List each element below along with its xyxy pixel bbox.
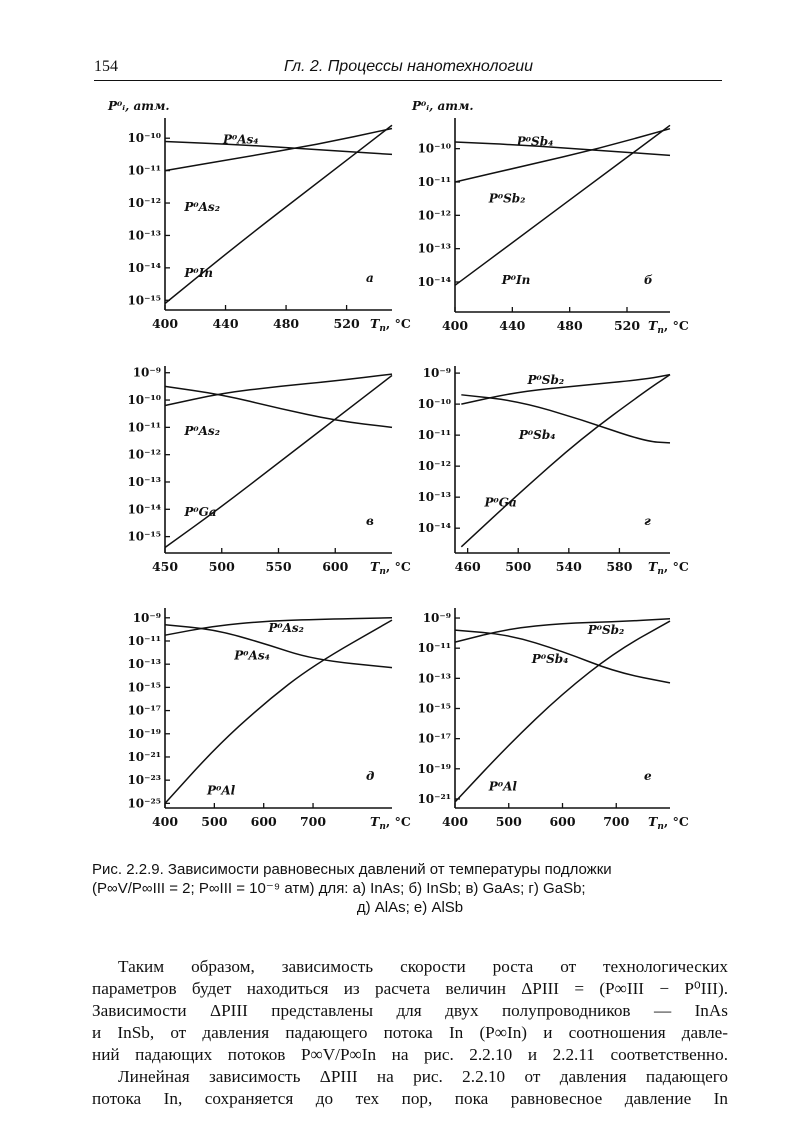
y-tick-label: 10⁻¹³ bbox=[417, 671, 451, 686]
x-axis-label: $T_п$, °C bbox=[370, 814, 411, 832]
x-tick-label: 480 bbox=[273, 316, 300, 331]
caption-line-1: Рис. 2.2.9. Зависимости равновесных давлений от температуры подложки bbox=[92, 861, 612, 878]
x-tick-label: 540 bbox=[555, 559, 582, 574]
x-tick-label: 440 bbox=[499, 318, 526, 333]
series-label: P⁰As₂ bbox=[184, 424, 220, 439]
text-line: Таким образом, зависимость скорости роста от технологических bbox=[118, 957, 728, 976]
y-tick-label: 10⁻²⁵ bbox=[127, 796, 161, 811]
y-tick-label: 10⁻⁹ bbox=[132, 610, 161, 625]
series-label: P⁰Al bbox=[488, 779, 517, 794]
series-label: P⁰As₂ bbox=[268, 620, 304, 635]
panel-label: в bbox=[366, 514, 374, 528]
y-tick-label: 10⁻⁹ bbox=[422, 611, 451, 626]
figure-caption bbox=[92, 860, 728, 917]
text-line: ний падающих потоков P∞V/P∞In на рис. 2.2.10 и 2.2.11 соответственно. bbox=[92, 1045, 728, 1064]
y-tick-label: 10⁻²³ bbox=[127, 773, 161, 788]
series-label: P⁰In bbox=[501, 273, 531, 288]
y-tick-label: 10⁻¹² bbox=[417, 459, 451, 474]
y-tick-label: 10⁻¹¹ bbox=[127, 420, 161, 435]
series-line bbox=[165, 141, 392, 154]
y-tick-label: 10⁻¹⁰ bbox=[127, 131, 161, 146]
x-tick-label: 400 bbox=[151, 316, 179, 331]
y-tick-label: 10⁻¹⁴ bbox=[127, 502, 161, 517]
x-tick-label: 500 bbox=[505, 559, 532, 574]
y-tick-label: 10⁻¹⁷ bbox=[127, 703, 161, 718]
panel-label: б bbox=[644, 273, 653, 287]
y-tick-label: 10⁻¹⁵ bbox=[127, 529, 161, 544]
y-tick-label: 10⁻¹³ bbox=[127, 657, 161, 672]
series-label: P⁰Al bbox=[207, 783, 236, 798]
x-axis-label: $T_п$, °C bbox=[648, 814, 689, 832]
series-line bbox=[461, 375, 670, 404]
y-tick-label: 10⁻¹⁹ bbox=[127, 726, 161, 741]
panel-label: д bbox=[366, 769, 375, 783]
y-tick-label: 10⁻¹³ bbox=[127, 474, 161, 489]
y-tick-label: 10⁻¹⁵ bbox=[417, 701, 451, 716]
x-tick-label: 700 bbox=[603, 814, 630, 829]
paragraph-1 bbox=[92, 956, 728, 1066]
x-tick-label: 400 bbox=[441, 814, 469, 829]
series-label: P⁰In bbox=[184, 266, 213, 280]
series-line bbox=[165, 386, 392, 427]
x-tick-label: 700 bbox=[299, 814, 327, 829]
y-tick-label: 10⁻¹¹ bbox=[127, 633, 161, 648]
y-tick-label: 10⁻¹⁴ bbox=[417, 521, 451, 536]
y-axis-label: P⁰ᵢ, атм. bbox=[108, 99, 170, 113]
y-axis-label: P⁰ᵢ, атм. bbox=[412, 99, 474, 113]
y-tick-label: 10⁻²¹ bbox=[127, 749, 161, 764]
y-tick-label: 10⁻²¹ bbox=[417, 791, 451, 806]
x-tick-label: 520 bbox=[613, 318, 641, 333]
page-number: 154 bbox=[94, 58, 118, 75]
series-line bbox=[455, 621, 670, 802]
series-label: P⁰As₄ bbox=[234, 648, 270, 663]
y-tick-label: 10⁻¹¹ bbox=[417, 175, 451, 189]
panel-label: е bbox=[644, 769, 652, 783]
y-tick-label: 10⁻¹⁵ bbox=[127, 293, 161, 308]
y-tick-label: 10⁻¹² bbox=[417, 208, 451, 223]
y-tick-label: 10⁻¹¹ bbox=[417, 428, 451, 443]
y-tick-label: 10⁻¹¹ bbox=[127, 163, 161, 178]
y-tick-label: 10⁻¹³ bbox=[417, 241, 451, 256]
y-tick-label: 10⁻¹⁴ bbox=[417, 275, 451, 289]
text-line: Линейная зависимость ΔPIII на рис. 2.2.10 от давления падающего bbox=[118, 1067, 728, 1086]
x-axis-label: $T_п$, °C bbox=[370, 316, 411, 334]
y-tick-label: 10⁻¹⁷ bbox=[417, 731, 451, 746]
series-label: P⁰As₄ bbox=[222, 132, 259, 147]
y-tick-label: 10⁻¹² bbox=[127, 196, 161, 211]
series-line bbox=[461, 375, 670, 547]
x-tick-label: 520 bbox=[333, 316, 360, 331]
text-line: потока In, сохраняется до тех пор, пока равновесное давление In bbox=[92, 1089, 728, 1108]
panel-label: а bbox=[366, 271, 374, 285]
text-line: и InSb, от давления падающего потока In (P∞In) и соотношения давле- bbox=[92, 1023, 728, 1042]
x-tick-label: 550 bbox=[265, 559, 292, 574]
series-label: P⁰Ga bbox=[484, 495, 517, 510]
text-line: параметров будет находиться из расчета величин ΔPIII = (P∞III − P⁰III). bbox=[92, 979, 728, 998]
x-tick-label: 440 bbox=[212, 316, 239, 331]
x-tick-label: 460 bbox=[454, 559, 481, 574]
x-axis-label: $T_п$, °C bbox=[648, 559, 689, 577]
x-tick-label: 600 bbox=[549, 814, 576, 829]
series-label: P⁰Sb₄ bbox=[516, 134, 554, 149]
series-label: P⁰Sb₄ bbox=[531, 652, 569, 667]
caption-line-3: д) AlAs; е) AlSb bbox=[356, 899, 464, 916]
y-tick-label: 10⁻¹³ bbox=[417, 490, 451, 505]
x-tick-label: 500 bbox=[495, 814, 522, 829]
y-tick-label: 10⁻¹¹ bbox=[417, 641, 451, 656]
series-line bbox=[165, 128, 392, 170]
series-line bbox=[461, 395, 670, 443]
x-tick-label: 580 bbox=[606, 559, 633, 574]
caption-line-2: (P∞V/P∞III = 2; P∞III = 10⁻⁹ атм) для: а) InAs; б) InSb; в) GaAs; г) GaSb; bbox=[92, 880, 586, 897]
series-label: P⁰Sb₂ bbox=[488, 191, 526, 206]
text-line: Зависимости ΔPIII представлены для двух полупроводников — InAs bbox=[92, 1001, 728, 1020]
x-axis-label: $T_п$, °C bbox=[370, 559, 411, 577]
y-tick-label: 10⁻¹⁰ bbox=[417, 141, 451, 156]
y-tick-label: 10⁻¹² bbox=[127, 447, 161, 462]
y-tick-label: 10⁻¹³ bbox=[127, 228, 161, 243]
series-label: P⁰As₂ bbox=[184, 200, 220, 215]
series-label: P⁰Sb₂ bbox=[527, 373, 565, 387]
x-tick-label: 450 bbox=[151, 559, 179, 574]
body-text bbox=[92, 956, 728, 1110]
series-line bbox=[455, 125, 670, 288]
y-tick-label: 10⁻¹⁵ bbox=[127, 680, 161, 695]
y-tick-label: 10⁻¹⁴ bbox=[127, 260, 161, 275]
series-label: P⁰Ga bbox=[184, 504, 217, 519]
x-tick-label: 500 bbox=[208, 559, 235, 574]
y-tick-label: 10⁻¹⁹ bbox=[417, 761, 451, 776]
chapter-title: Гл. 2. Процессы нанотехнологии bbox=[284, 58, 534, 75]
y-tick-label: 10⁻⁹ bbox=[422, 366, 451, 381]
series-label: P⁰Sb₂ bbox=[587, 622, 625, 637]
x-tick-label: 400 bbox=[441, 318, 469, 333]
x-tick-label: 480 bbox=[556, 318, 583, 333]
x-tick-label: 500 bbox=[201, 814, 228, 829]
y-tick-label: 10⁻¹⁰ bbox=[127, 393, 161, 408]
x-axis-label: $T_п$, °C bbox=[648, 318, 689, 336]
x-tick-label: 600 bbox=[322, 559, 349, 574]
x-tick-label: 400 bbox=[151, 814, 179, 829]
y-tick-label: 10⁻⁹ bbox=[132, 365, 161, 380]
series-label: P⁰Sb₄ bbox=[518, 427, 556, 442]
x-tick-label: 600 bbox=[250, 814, 277, 829]
y-tick-label: 10⁻¹⁰ bbox=[417, 397, 451, 412]
series-line bbox=[165, 375, 392, 547]
paragraph-2 bbox=[92, 1066, 728, 1110]
panel-label: г bbox=[644, 514, 651, 528]
series-line bbox=[455, 129, 670, 182]
